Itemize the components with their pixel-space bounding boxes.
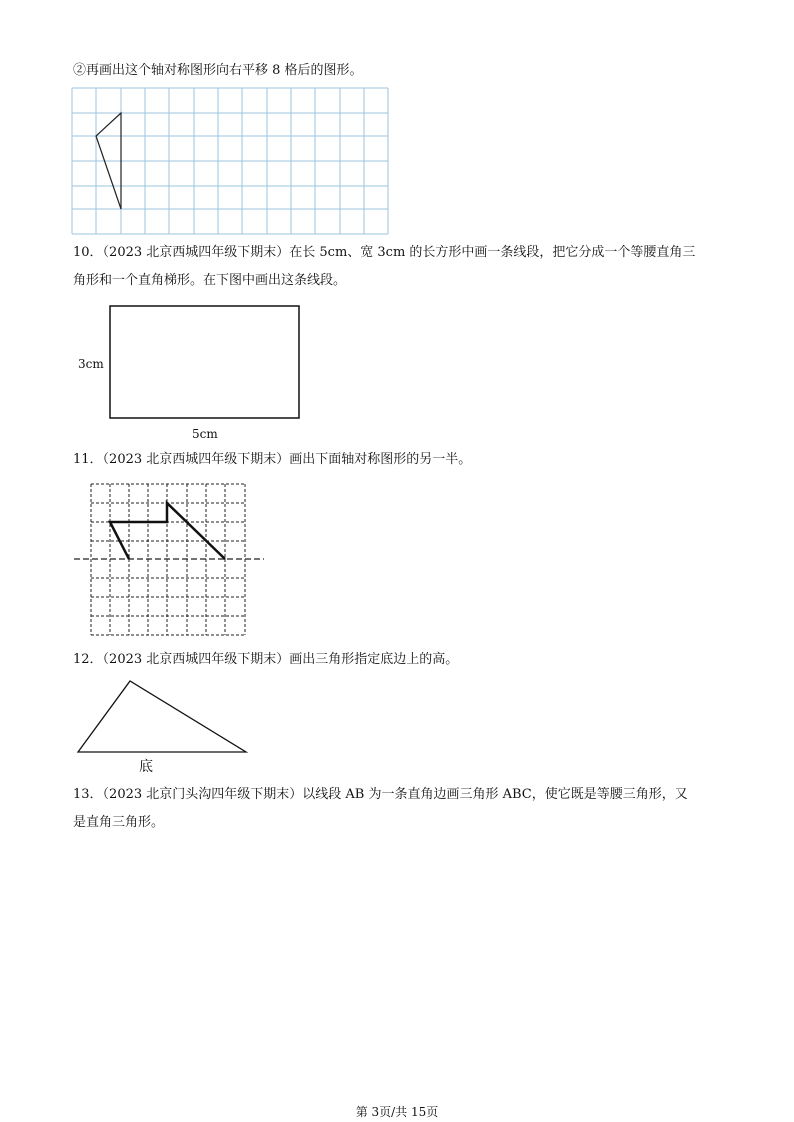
q9-grid-figure	[70, 86, 390, 236]
q13-line2: 是直角三角形。	[73, 815, 165, 830]
q10-rectangle-figure	[108, 304, 302, 422]
q10-rectangle	[110, 306, 299, 418]
q10-height-label: 3cm	[78, 357, 104, 371]
q12-triangle-figure	[74, 678, 250, 756]
q10-text	[73, 239, 733, 295]
q13-line1: 13．（2023 北京门头沟四年级下期末）以线段 AB 为一条直角边画三角形 ABC，使它既是等腰三角形，又	[73, 787, 688, 802]
q9-part2-text: ②再画出这个轴对称图形向右平移 8 格后的图形。	[73, 63, 363, 78]
q13-text	[73, 781, 733, 837]
q10-width-label: 5cm	[192, 427, 218, 441]
q10-line2: 角形和一个直角梯形。在下图中画出这条线段。	[73, 273, 347, 288]
q12-base-label: 底	[139, 759, 153, 775]
q11-text: 11．（2023 北京西城四年级下期末）画出下面轴对称图形的另一半。	[73, 452, 472, 467]
q10-line1: 10．（2023 北京西城四年级下期末）在长 5cm、宽 3cm 的长方形中画一条线段，把它分成一个等腰直角三	[73, 245, 696, 260]
q12-text: 12．（2023 北京西城四年级下期末）画出三角形指定底边上的高。	[73, 652, 459, 667]
q12-triangle	[78, 681, 246, 752]
page-footer: 第 3页/共 15页	[355, 1105, 439, 1119]
q9-grid	[72, 88, 388, 234]
q11-dashed-grid-figure	[72, 480, 268, 640]
